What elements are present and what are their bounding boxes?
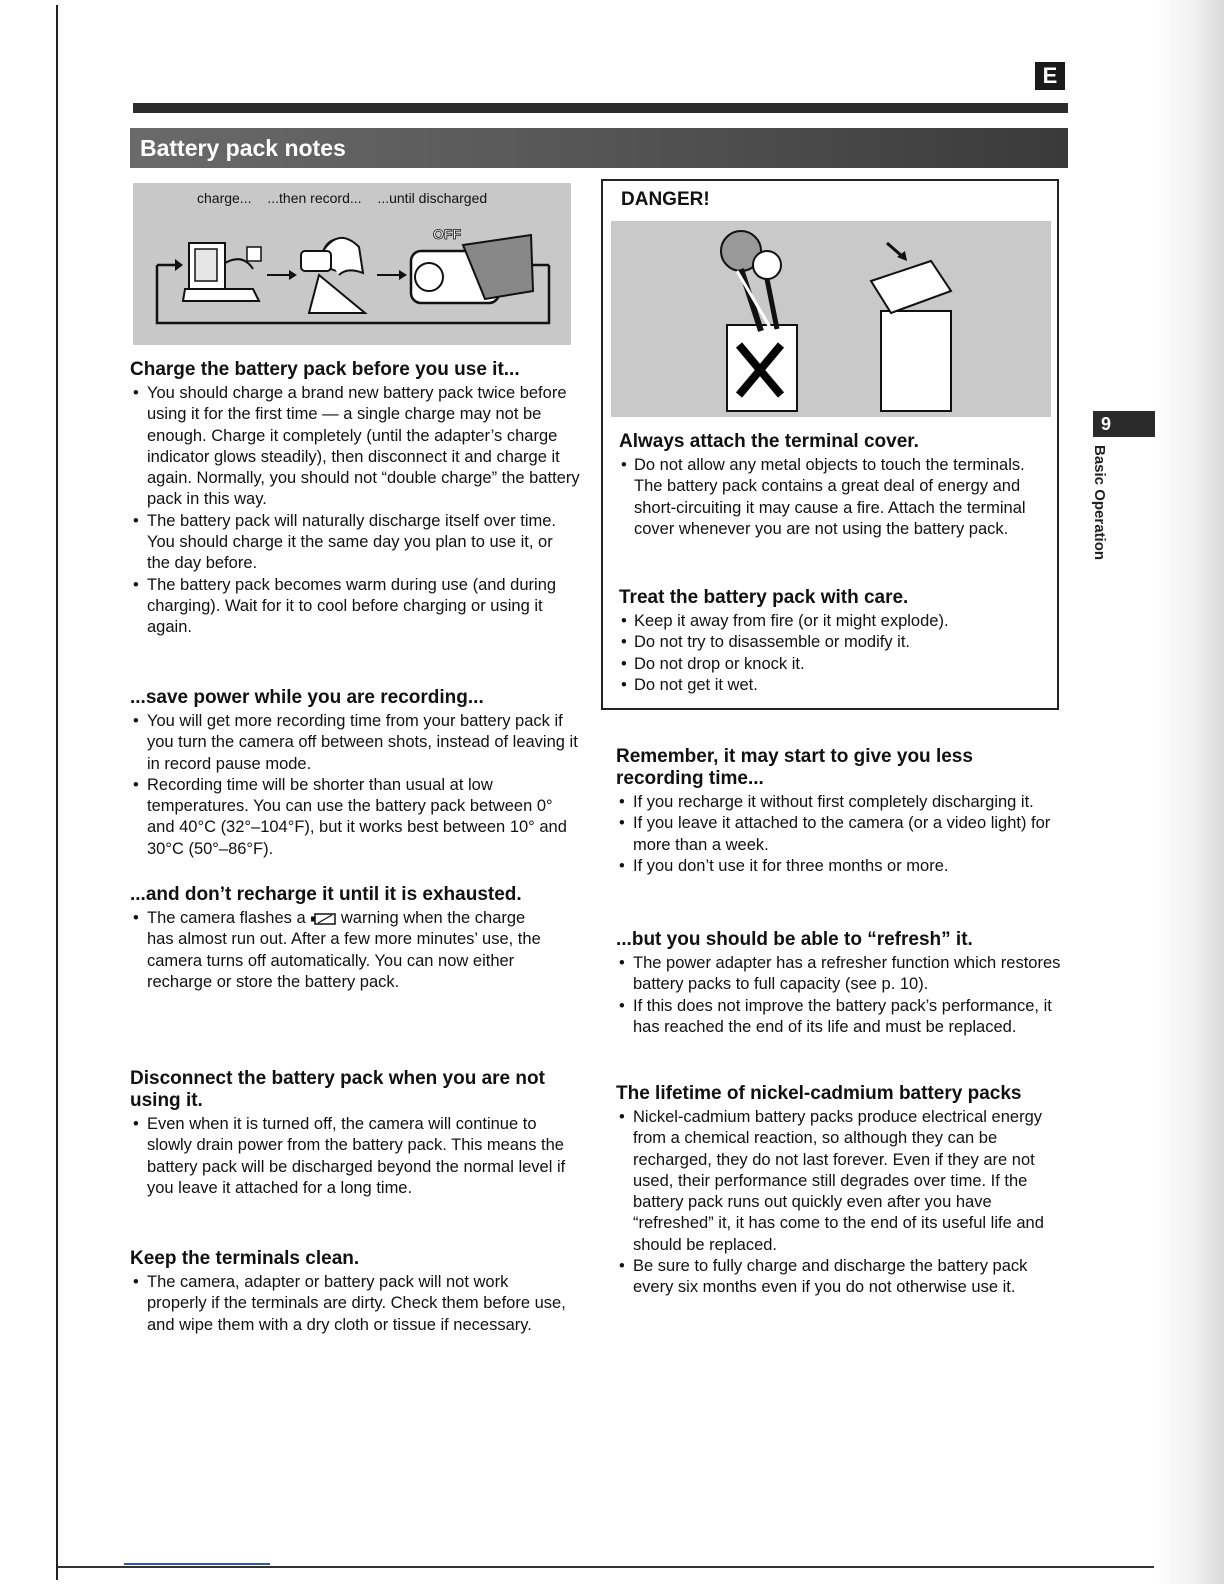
caption-discharged: ...until discharged — [377, 190, 488, 206]
list-item: • If this does not improve the battery pack’s performance, it has reached the end of its life and must be replaced. — [616, 996, 1061, 1039]
list-item: • Do not try to disassemble or modify it. — [619, 632, 1055, 653]
charge-cycle-illustration — [133, 183, 571, 345]
section-terminals-clean — [130, 1248, 570, 1336]
person-recording-icon — [301, 238, 365, 313]
section-heading: ...and don’t recharge it until it is exhausted. — [130, 884, 522, 905]
list-item: • Do not drop or knock it. — [619, 654, 1055, 675]
charger-icon — [183, 243, 261, 301]
list-item: • The battery pack will naturally discharge itself over time. You should charge it the same day you plan to use it, or the day before. — [130, 511, 580, 575]
section-heading: ...but you should be able to “refresh” it. — [616, 929, 973, 950]
section-heading: ...save power while you are recording... — [130, 687, 484, 708]
list-item: • If you leave it attached to the camera (or a video light) for more than a week. — [616, 813, 1061, 856]
list-item: • If you recharge it without first completely discharging it. — [616, 792, 1061, 813]
list-item: • The camera, adapter or battery pack will not work properly if the terminals are dirty. Check them before use, and wipe them with a dry cloth or tissue if necessary. — [130, 1272, 570, 1336]
chapter-tab: 9 — [1093, 411, 1155, 437]
danger-heading-1: Always attach the terminal cover. — [619, 431, 919, 452]
section-heading: Charge the battery pack before you use it... — [130, 359, 520, 380]
list-item: • Do not get it wet. — [619, 675, 1055, 696]
list-item: • Keep it away from fire (or it might explode). — [619, 611, 1055, 632]
terminal-danger-illustration — [611, 221, 1051, 417]
page-gutter-shadow — [1154, 0, 1224, 1584]
section-dont-recharge — [130, 884, 550, 993]
section-heading: Disconnect the battery pack when you are not using it. — [130, 1068, 545, 1111]
list-item: • If you don’t use it for three months or more. — [616, 856, 1061, 877]
top-rule — [133, 103, 1068, 113]
list-item: • Recording time will be shorter than usual at low temperatures. You can use the battery pack between 0° and 40°C (32°–104°F), but it works best between 10° and 30°C (50°–86°F). — [130, 775, 580, 860]
section-refresh — [616, 929, 1061, 1038]
section-nicad-lifetime — [616, 1083, 1061, 1299]
list-item: • Do not allow any metal objects to touch the terminals. The battery pack contains a great deal of energy and short-circuiting it may cause a fire. Attach the terminal cover whenever you are not using the battery pack. — [619, 455, 1055, 540]
section-heading: Remember, it may start to give you less recording time... — [616, 746, 973, 789]
bottom-rule — [58, 1566, 1154, 1568]
list-item: • The camera flashes a warning when the charge has almost run out. After a few more minutes’ use, the camera turns off automatically. You can now either recharge or store the battery pack. — [130, 908, 550, 993]
keys-on-terminals-drawing — [611, 221, 1051, 417]
section-save-power — [130, 687, 580, 860]
charge-cycle-drawing — [133, 183, 571, 345]
caption-record: ...then record... — [267, 190, 362, 206]
list-item: • You will get more recording time from your battery pack if you turn the camera off between shots, instead of leaving it in record pause mode. — [130, 711, 580, 775]
section-heading: The lifetime of nickel-cadmium battery packs — [616, 1083, 1022, 1104]
camera-off-icon — [411, 226, 533, 303]
bottom-accent-line — [124, 1563, 270, 1565]
language-badge: E — [1035, 62, 1065, 90]
danger-section-terminal-cover — [619, 431, 1055, 540]
battery-warning-icon — [310, 913, 336, 925]
list-item: • Nickel-cadmium battery packs produce electrical energy from a chemical reaction, so although they can be recharged, they do not last forever. Even if they are not used, their performance still degrades over time. If the battery pack runs out quickly even after you have “refreshed” it, it has come to the end of its useful life and should be replaced. — [616, 1107, 1061, 1256]
page-edge — [56, 5, 58, 1580]
svg-text:OFF: OFF — [433, 226, 461, 242]
chapter-label: Basic Operation — [1091, 445, 1108, 561]
danger-heading-2: Treat the battery pack with care. — [619, 587, 909, 608]
list-item: • The battery pack becomes warm during use (and during charging). Wait for it to cool before charging or using it again. — [130, 575, 580, 639]
list-item: • Be sure to fully charge and discharge the battery pack every six months even if you do not otherwise use it. — [616, 1256, 1061, 1299]
list-item: • You should charge a brand new battery pack twice before using it for the first time — a single charge may not be enough. Charge it completely (until the adapter’s charge indicator glows steadily), then disconnect it and charge it again. Normally, you should not “double charge” the battery pack in this way. — [130, 383, 580, 511]
section-charge-before-use — [130, 359, 580, 639]
section-disconnect — [130, 1068, 570, 1199]
caption-charge: charge... — [197, 190, 252, 206]
danger-section-care — [619, 587, 1055, 696]
section-title-bar — [130, 128, 1068, 168]
danger-title: DANGER! — [621, 189, 710, 210]
list-item: • Even when it is turned off, the camera will continue to slowly drain power from the battery pack. This means the battery pack will be discharged beyond the normal level if you leave it attached for a long time. — [130, 1114, 570, 1199]
list-item: • The power adapter has a refresher function which restores battery packs to full capacity (see p. 10). — [616, 953, 1061, 996]
page-title: Battery pack notes — [140, 135, 346, 161]
danger-box — [601, 179, 1059, 710]
section-heading: Keep the terminals clean. — [130, 1248, 360, 1269]
section-less-recording-time — [616, 746, 1061, 877]
